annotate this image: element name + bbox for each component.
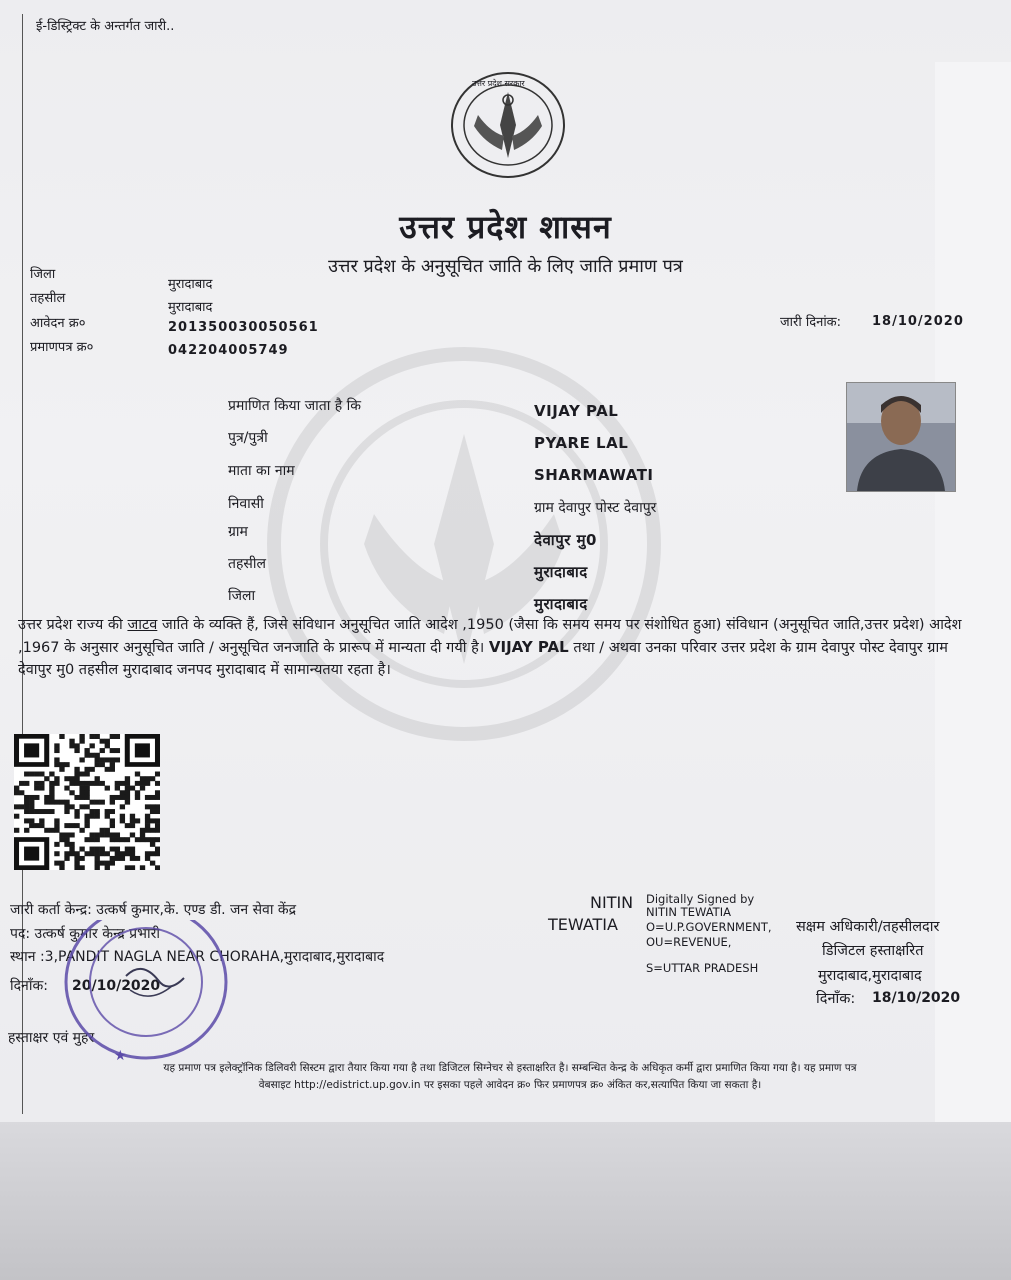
field-value-district: मुरादाबाद [534, 595, 588, 613]
background-surface [0, 1122, 1011, 1280]
field-label-resident: निवासी [228, 496, 264, 512]
district-value: मुरादाबाद [168, 277, 213, 292]
issuer-date-value: 20/10/2020 [72, 978, 161, 994]
field-label-village: ग्राम [228, 524, 248, 540]
footer-line-1: यह प्रमाण पत्र इलेक्ट्रॉनिक डिलिवरी सिस्टम द्वारा तैयार किया गया है तथा डिजिटल सिग्नेचर से हस्ताक्षरित है। सम्बन्धित केन्द्र के अधिकृत कर्मी द्वारा प्रमाणित किया गया है। यह प्रमाण पत्र [163, 1062, 857, 1074]
authority-sign: डिजिटल हस्ताक्षरित [822, 943, 924, 959]
field-label-certify: प्रमाणित किया जाता है कि [228, 398, 362, 414]
header-note: ई-डिस्ट्रिक्ट के अन्तर्गत जारी.. [36, 19, 175, 34]
applicant-photo [846, 382, 956, 492]
field-value-name: VIJAY PAL [534, 402, 619, 420]
signer-name-line2: TEWATIA [548, 915, 618, 934]
application-label: आवेदन क्र० [30, 316, 86, 331]
body-part-2: जाति के व्यक्ति हैं, जिसे संविधान अनुसूचित जाति आदेश ,1950 (जैसा कि समय समय पर संशोधित हुआ) संविधान (अनुसूचित जाति,उत्तर प्रदेश) आदेश ,1967 के अनुसार अनुसूचित जाति / अनुसूचित जनजाति के प्रारूप में मान्यता दी गयी है। [18, 617, 962, 656]
authority-date-value: 18/10/2020 [872, 990, 961, 1006]
certificate-label: प्रमाणपत्र क्र० [30, 340, 94, 355]
caste-name: जाटव [127, 617, 158, 633]
certificate-body [18, 614, 978, 681]
footer-note [30, 1060, 990, 1094]
body-part-1: उत्तर प्रदेश राज्य की [18, 617, 123, 633]
field-value-father: PYARE LAL [534, 434, 629, 452]
application-number: 201350030050561 [168, 320, 319, 335]
digital-sign-line2: NITIN TEWATIA [646, 905, 731, 919]
authority-place: मुरादाबाद,मुरादाबाद [818, 968, 922, 984]
field-label-district: जिला [228, 588, 256, 604]
digital-sign-line1: Digitally Signed by [646, 892, 755, 906]
issuer-post: पद: उत्कर्ष कुमार केन्द्र प्रभारी [10, 926, 160, 942]
issuer-date-label: दिनाँक: [10, 978, 48, 994]
issue-date-label: जारी दिनांक: [780, 315, 842, 330]
digital-sign-line5: S=UTTAR PRADESH [646, 961, 759, 975]
tehsil-value: मुरादाबाद [168, 300, 213, 315]
tehsil-label: तहसील [30, 291, 66, 306]
page-title: उत्तर प्रदेश शासन [399, 208, 612, 246]
district-label: जिला [30, 267, 56, 282]
issuer-place: स्थान :3,PANDIT NAGLA NEAR CHORAHA,मुरादाबाद,मुरादाबाद [10, 949, 385, 965]
authority-date-label: दिनाँक: [816, 991, 856, 1007]
issuer-sign-label: हस्ताक्षर एवं मुहर [8, 1030, 95, 1046]
svg-text:★: ★ [114, 1048, 127, 1064]
signer-name-line1: NITIN [590, 893, 634, 912]
field-label-tehsil: तहसील [228, 556, 266, 572]
qr-code-icon [14, 734, 160, 870]
body-part-3: तथा / अथवा उनका परिवार उत्तर प्रदेश के ग्राम देवापुर पोस्ट देवापुर ग्राम देवापुर मु0 तहसील मुरादाबाद जनपद मुरादाबाद में सामान्यतया रहता है। [18, 640, 948, 678]
authority-title: सक्षम अधिकारी/तहसीलदार [796, 919, 940, 935]
field-value-village: देवापुर मु0 [534, 531, 597, 549]
person-photo-icon [847, 383, 955, 491]
body-name: VIJAY PAL [488, 638, 569, 656]
emblem-text: उत्तर प्रदेश सरकार [472, 79, 525, 88]
page-subtitle: उत्तर प्रदेश के अनुसूचित जाति के लिए जाति प्रमाण पत्र [328, 256, 683, 277]
field-value-tehsil: मुरादाबाद [534, 563, 588, 581]
field-label-mother: माता का नाम [228, 463, 295, 479]
field-value-mother: SHARMAWATI [534, 466, 654, 484]
field-label-father: पुत्र/पुत्री [228, 430, 268, 446]
footer-line-2: वेबसाइट http://edistrict.up.gov.in पर इसका पहले आवेदन क्र० फिर प्रमाणपत्र क्र० अंकित कर,सत्यापित किया जा सकता है। [258, 1079, 762, 1091]
digital-sign-line3: O=U.P.GOVERNMENT, [646, 920, 772, 934]
certificate-number: 042204005749 [168, 343, 289, 358]
digital-sign-line4: OU=REVENUE, [646, 935, 732, 949]
field-value-resident: ग्राम देवापुर पोस्ट देवापुर [534, 500, 657, 516]
issue-date-value: 18/10/2020 [872, 314, 964, 329]
rubber-stamp-icon [46, 920, 232, 1070]
issuer-center: जारी कर्ता केन्द्र: उत्कर्ष कुमार,के. एण्ड डी. जन सेवा केंद्र [10, 902, 297, 918]
